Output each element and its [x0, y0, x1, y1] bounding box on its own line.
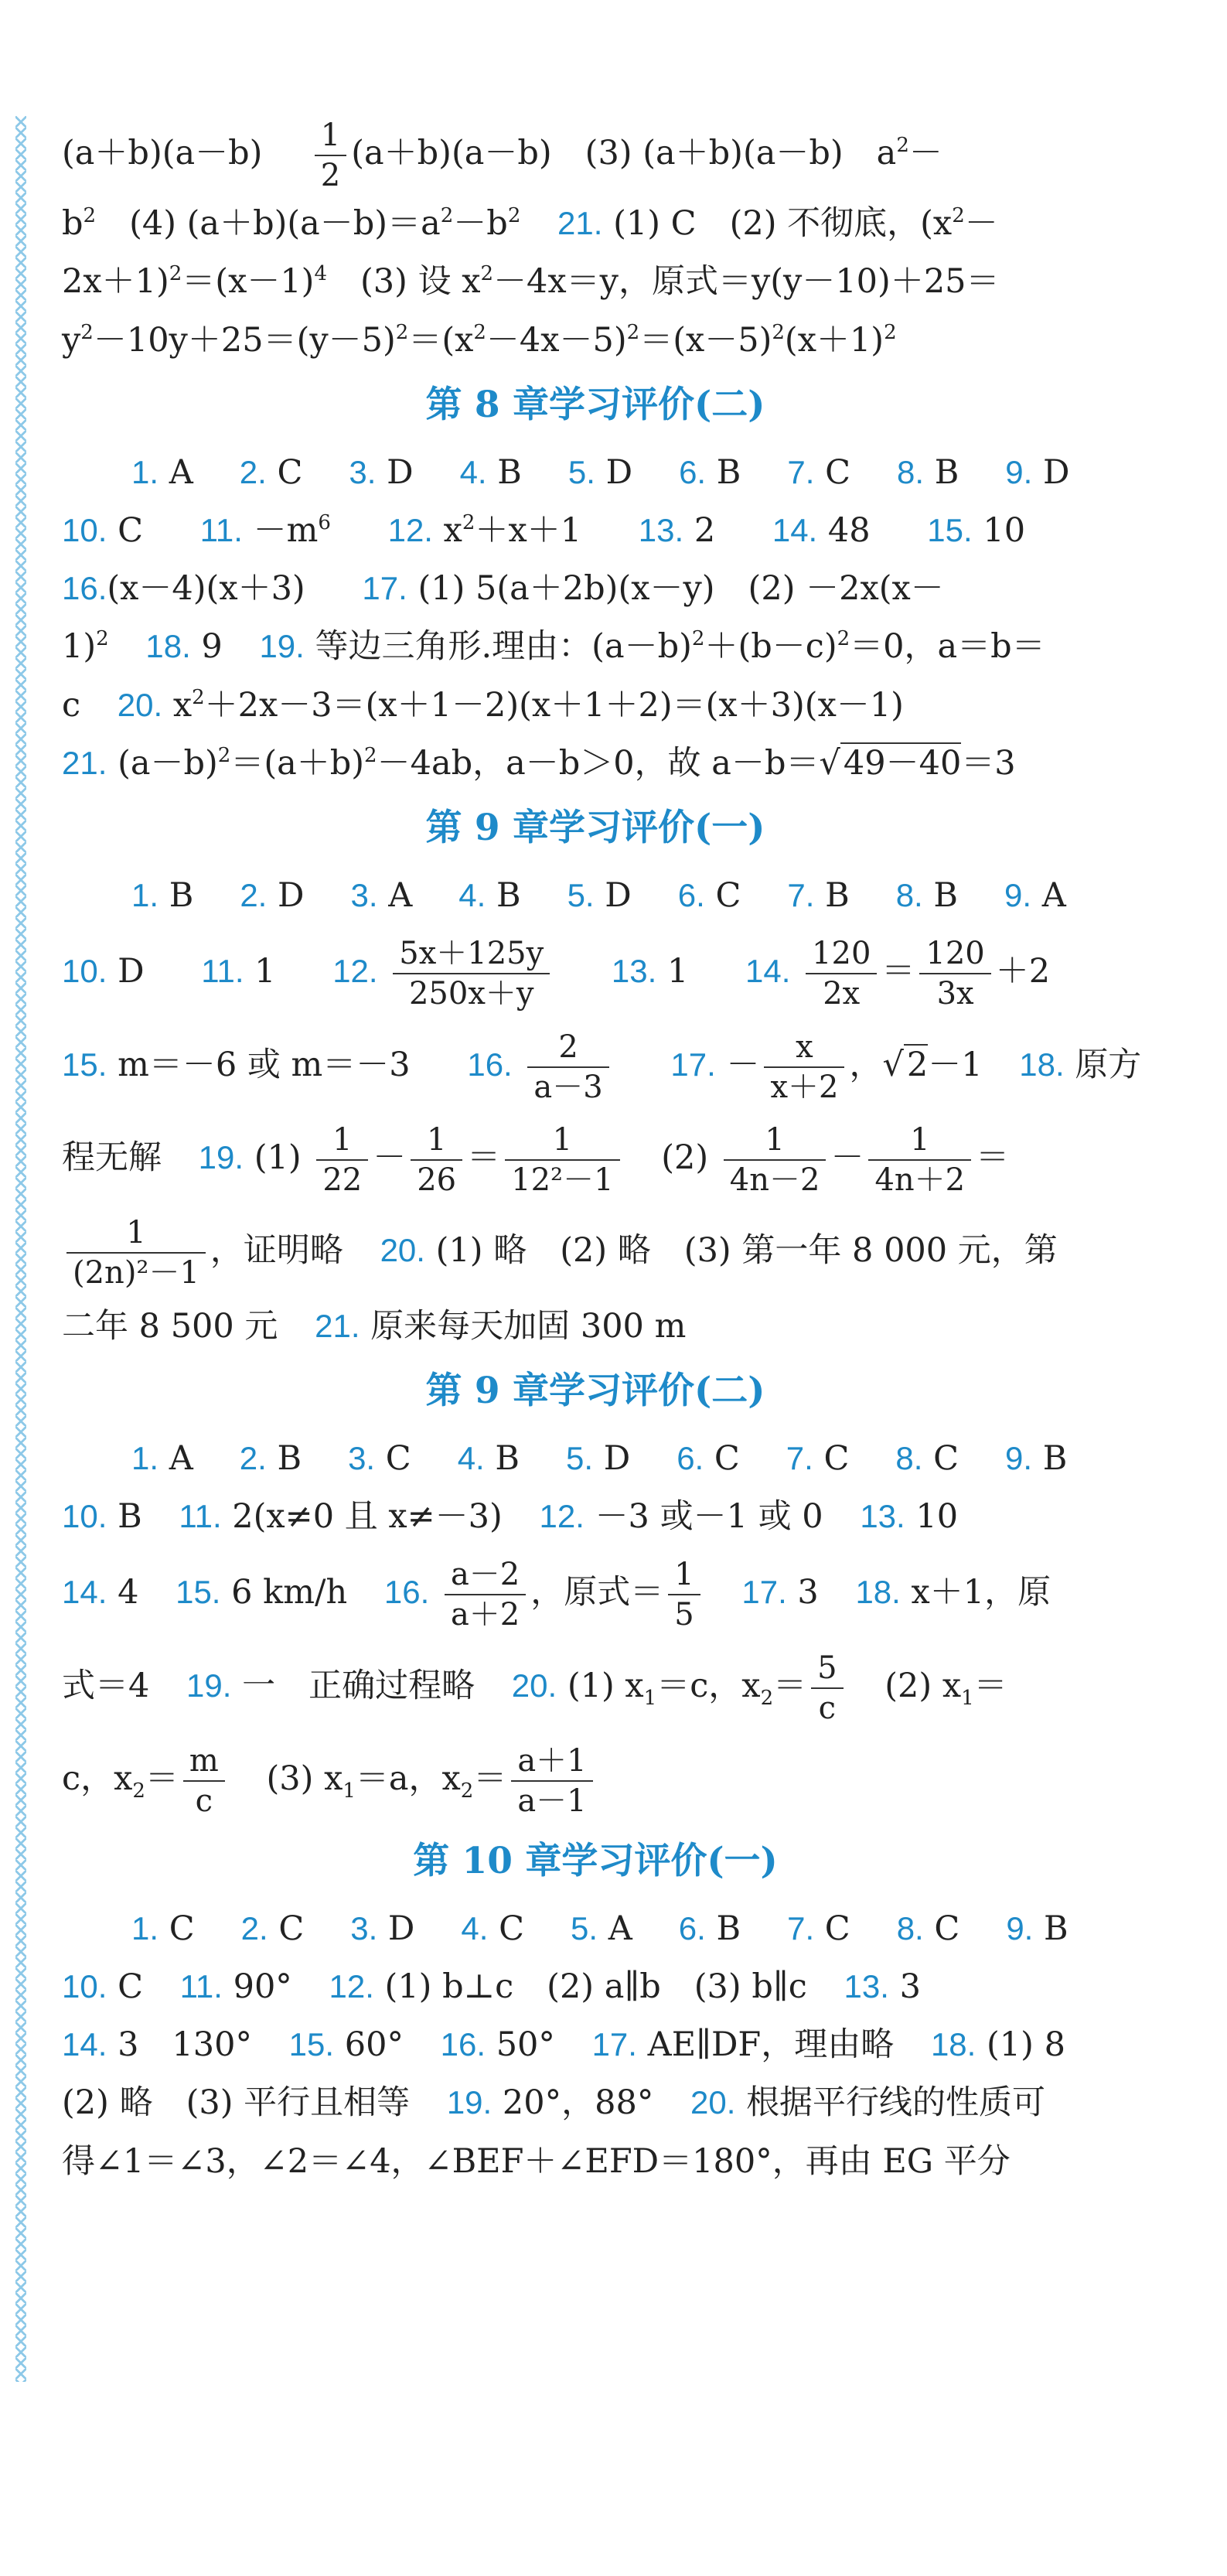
question-number: 6. [677, 877, 705, 914]
answer-choice: B [497, 452, 522, 492]
text-line: 1)$^2$ 18. 9 19. 等边三角形.理由：$(a-b)^2+(b-c)^2=0$，a＝b＝ [62, 627, 1045, 667]
question-number: 5. [571, 1909, 598, 1947]
answer-choice: C [934, 1909, 960, 1948]
answer-choice: C [169, 1909, 195, 1948]
question-number: 21. [557, 205, 603, 241]
question-number: 4. [458, 877, 486, 914]
answer-choice: B [277, 1438, 302, 1478]
fraction: $\frac{x}{x+2}$ [764, 1028, 844, 1107]
section-title: 第 8 章学习评价(二) [425, 383, 765, 426]
question-number: 1. [131, 1909, 159, 1947]
text-line: 得∠1＝∠3，∠2＝∠4，∠BEF＋∠EFD＝180°，再由 EG 平分 [62, 2141, 1011, 2181]
question-number: 5. [566, 1439, 594, 1476]
text-line: 式＝4 19. 一 正确过程略 20. (1) $x_1=c$，$x_2=$ $\frac{5}{c}$ (2) $x_1=$ [62, 1650, 1007, 1726]
question-number: 5. [567, 877, 595, 914]
text-line: 14. 3 130° 15. 60° 16. 50° 17. AE∥DF，理由略 18. (1) 8 [62, 2025, 1065, 2065]
fraction: $\frac{120}{3x}$ [919, 934, 990, 1013]
decorative-border [15, 116, 26, 2382]
answer-choice: C [715, 876, 741, 916]
mc-answers [62, 867, 1129, 925]
question-number: 4. [459, 453, 487, 490]
text-line: 程无解 19. (1) $\frac{1}{22}$ － $\frac{1}{26}$ ＝ $\frac{1}{\text{12²－1}}$ (2) $\frac{1}{4n-2}$ － $\frac{1}{4n+2}$ ＝ [62, 1122, 1010, 1199]
answer-choice: B [1044, 1909, 1069, 1948]
question-number: 7. [787, 1909, 815, 1947]
question-number: 7. [786, 1439, 813, 1476]
question-number: 7. [787, 877, 815, 914]
question-number: 1. [131, 877, 159, 914]
text-line: (2) 略 (3) 平行且相等 19. 20°，88° 20. 根据平行线的性质可 [62, 2083, 1046, 2123]
mc-answers [62, 1430, 1129, 1488]
question-number: 3. [350, 1909, 378, 1947]
text-line: 15. m＝－6 或 m＝－3 16. $\frac{2}{a-3}$ 17. － $\frac{x}{x+2}$ ，√2－1 18. 原方 [62, 1029, 1142, 1105]
question-number: 1. [131, 453, 159, 490]
question-number: 5. [567, 453, 595, 490]
answer-page [62, 116, 1142, 2191]
answer-choice: D [1043, 452, 1070, 492]
fraction: $\frac{5x+125y}{250x+y}$ [393, 934, 550, 1013]
answer-choice: B [1042, 1438, 1068, 1478]
answer-choice: B [825, 876, 850, 916]
fraction: $\frac{1}{5}$ [668, 1555, 700, 1634]
text-line: 10. D 11. 1 12. $\frac{5x+125y}{250x+y}$ 13. 1 14. $\frac{120}{2x}$ ＝ $\frac{120}{3x}$ ＋2 [62, 936, 1051, 1012]
text-line: 16.(x－4)(x＋3) 17. (1) 5(a＋2b)(x－y) (2) －2x(x－ [62, 569, 944, 609]
fraction: $\frac{m}{c}$ [183, 1742, 225, 1820]
answer-choice: B [933, 876, 958, 916]
answer-choice: A [1041, 876, 1066, 916]
question-number: 3. [349, 453, 377, 490]
answer-choice: C [499, 1909, 525, 1948]
text-line: c 20. $x^2+2x-3=(x+1-2)(x+1+2)=(x+3)(x-1)$ [62, 685, 904, 725]
fraction: $\frac{2}{a-3}$ [527, 1028, 608, 1107]
question-number: 9. [1005, 453, 1033, 490]
question-number: 3. [350, 877, 378, 914]
question-number: 9. [1004, 877, 1032, 914]
mc-answers [62, 444, 1129, 502]
answer-text: (a＋b)(a－b) [62, 134, 263, 172]
fraction: $\frac{a+1}{a-1}$ [511, 1742, 592, 1820]
text-line: 10. C 11. 90° 12. (1) b⊥c (2) a∥b (3) b∥c 13. 3 [62, 1967, 921, 2006]
fraction: $\frac{120}{2x}$ [806, 934, 877, 1013]
text-line: 10. C 11. $-m^6$ 12. $x^2+x+1$ 13. 2 14. 48 15. 10 [62, 510, 1026, 550]
question-number: 6. [679, 453, 707, 490]
text-line: c，$x_2=$ $\frac{m}{c}$ (3) $x_1=a$，$x_2=$ $\frac{a+1}{a-1}$ [62, 1732, 1129, 1825]
answer-choice: B [169, 876, 194, 916]
question-number: 4. [461, 1909, 489, 1947]
question-number: 3. [348, 1439, 376, 1476]
answer-choice: A [388, 876, 413, 916]
answer-choice: C [714, 1438, 740, 1478]
answer-choice: C [824, 1909, 850, 1948]
question-number: 4. [457, 1439, 485, 1476]
text-line: 21. $(a-b)^2=(a+b)^2-4ab$，a－b＞0，故 a－b＝√49－40＝3 [62, 743, 1016, 783]
question-number: 2. [240, 1909, 268, 1947]
answer-choice: B [716, 452, 741, 492]
question-number: 8. [896, 1909, 924, 1947]
fraction: $\frac{1}{2}$ [315, 116, 346, 195]
answer-choice: D [603, 1438, 631, 1478]
fraction: $\frac{1}{\text{(2n)²－1}}$ [66, 1213, 206, 1292]
text-line: $2x+1)^2=(x-1)^4$ (3) 设 $x^2-4x=y$，原式＝y(y－10)＋25＝ [62, 262, 1000, 302]
question-number: 6. [678, 1909, 706, 1947]
question-number: 9. [1006, 1909, 1034, 1947]
question-number: 7. [787, 453, 815, 490]
question-number: 9. [1005, 1439, 1033, 1476]
answer-choice: C [277, 452, 303, 492]
answer-choice: B [934, 452, 959, 492]
text-line: (a＋b)(a－b) $\frac{1}{2}$ (a＋b)(a－b) (3) (a＋b)(a－b) $a^2-$ [62, 118, 942, 193]
answer-choice: D [605, 452, 633, 492]
question-number: 2. [239, 453, 267, 490]
answer-choice: C [825, 452, 850, 492]
text-line: $\frac{1}{\text{(2n)²－1}}$ ，证明略 20. (1) 略 (2) 略 (3) 第一年 8 000 元，第 [62, 1204, 1129, 1297]
answer-choice: C [823, 1438, 850, 1478]
answer-choice: A [169, 1438, 193, 1478]
answer-choice: C [385, 1438, 411, 1478]
fraction: $\frac{5}{c}$ [811, 1649, 843, 1728]
question-number: 6. [677, 1439, 704, 1476]
section-title: 第 10 章学习评价(一) [413, 1839, 778, 1882]
fraction: $\frac{a-2}{a+2}$ [445, 1555, 526, 1634]
question-number: 8. [896, 453, 925, 490]
answer-choice: D [605, 876, 632, 916]
text-line: $b^2$ (4) $(a+b)(a-b)=a^2-b^2$ 21. (1) C (2) 不彻底，($x^2-$ [62, 204, 998, 243]
answer-choice: D [278, 876, 305, 916]
text-line: $y^2-10y+25=(y-5)^2=(x^2-4x-5)^2=(x-5)^2(x+1)^2$ [62, 320, 897, 360]
mc-answers [62, 1900, 1129, 1958]
answer-choice: A [169, 452, 193, 492]
text-line: 二年 8 500 元 21. 原来每天加固 300 m [62, 1306, 687, 1346]
answer-choice: B [716, 1909, 741, 1948]
question-number: 1. [131, 1439, 159, 1476]
section-title: 第 9 章学习评价(二) [425, 1370, 765, 1413]
question-number: 8. [895, 1439, 923, 1476]
answer-choice: C [933, 1438, 959, 1478]
question-number: 2. [240, 877, 268, 914]
text-line: 10. B 11. 2(x≠0 且 x≠－3) 12. －3 或－1 或 0 13. 10 [62, 1497, 959, 1537]
answer-choice: D [387, 452, 414, 492]
answer-choice: B [496, 876, 521, 916]
answer-choice: B [495, 1438, 520, 1478]
section-title: 第 9 章学习评价(一) [425, 807, 765, 850]
question-number: 8. [895, 877, 923, 914]
answer-choice: C [278, 1909, 305, 1948]
text-line: 14. 4 15. 6 km/h 16. $\frac{a-2}{a+2}$ ，原式＝ $\frac{1}{5}$ 17. 3 18. x＋1，原 [62, 1557, 1051, 1633]
answer-text: (a＋b)(a－b) (3) (a＋b)(a－b) a [351, 134, 897, 172]
question-number: 2. [239, 1439, 267, 1476]
answer-choice: D [387, 1909, 415, 1948]
answer-choice: A [608, 1909, 632, 1948]
